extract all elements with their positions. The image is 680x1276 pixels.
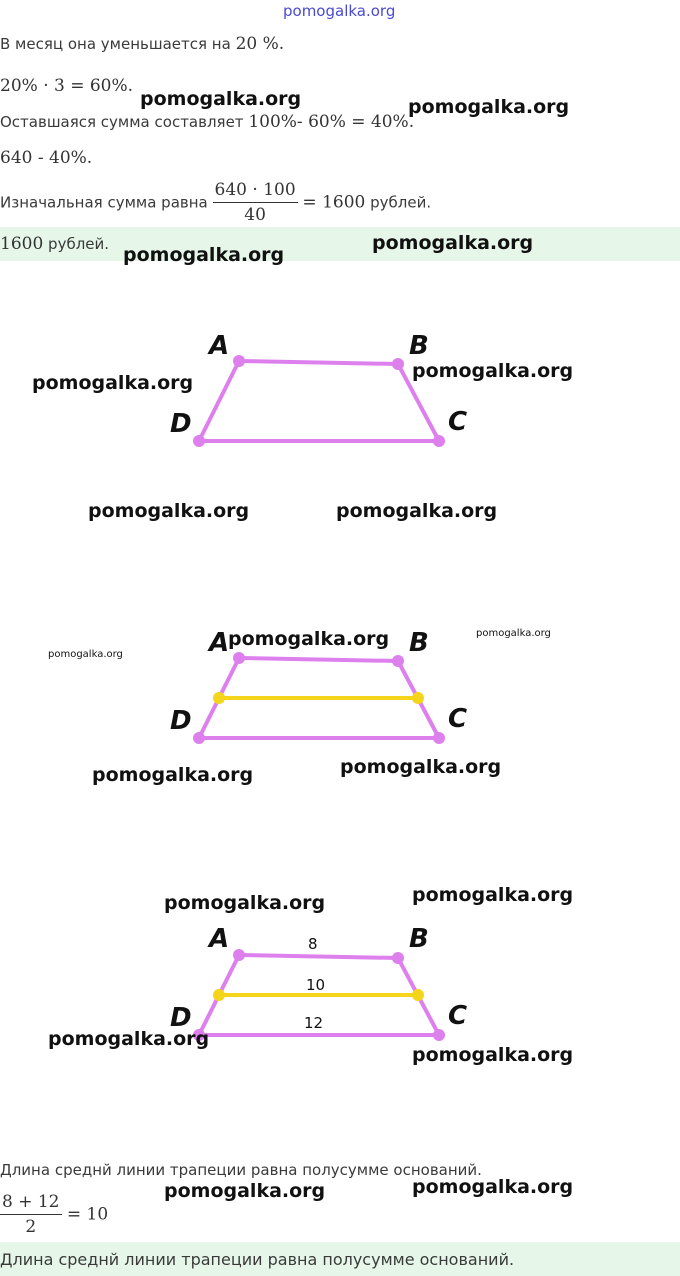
vertex-b-point [392,952,404,964]
line3-text: Оставшаяся сумма составляет [0,113,244,131]
watermark: pomogalka.org [48,1028,210,1050]
solution-line-5 [0,180,431,230]
solution-line-3 [0,112,414,132]
midline-length: 10 [306,976,326,994]
answer-unit: рублей. [48,235,110,253]
watermark: pomogalka.org [92,764,254,786]
watermark: pomogalka.org [164,892,326,914]
vertex-a-point [233,652,245,664]
final-answer: Длина среднй линии трапеции равна полусумме оснований. [0,1250,515,1269]
trapezoid-figure-2 [0,590,680,760]
line3-formula: 100%- 60% = 40%. [248,112,415,132]
midpoint-left [213,989,225,1001]
line5-text: Изначальная сумма равна [0,193,208,212]
vertex-a-label: A [209,331,230,361]
vertex-c-label: C [448,1001,468,1031]
vertex-b-point [392,655,404,667]
vertex-b-label: B [409,924,429,954]
midpoint-right [412,692,424,704]
explanation-denominator: 2 [25,1217,37,1237]
vertex-c-label: C [448,704,468,734]
watermark: pomogalka.org [412,1176,574,1198]
line5-denominator: 40 [244,205,266,225]
vertex-b-point [392,358,404,370]
answer-line [0,234,109,254]
bottom-base-length: 12 [304,1014,324,1032]
vertex-c-point [433,732,445,744]
midpoint-right [412,989,424,1001]
vertex-c-point [433,435,445,447]
top-watermark: pomogalka.org [283,2,396,20]
watermark: pomogalka.org [412,884,574,906]
explanation-formula [0,1192,108,1237]
vertex-b-label: B [409,331,429,361]
watermark: pomogalka.org [48,649,123,660]
vertex-d-label: D [170,409,192,439]
vertex-a-label: A [209,628,230,658]
line1-text: В месяц она уменьшается на [0,35,231,53]
watermark: pomogalka.org [164,1180,326,1202]
watermark: pomogalka.org [412,360,574,382]
line1-value: 20 %. [235,34,285,54]
line5-unit: рублей. [370,193,432,212]
vertex-c-label: C [448,407,468,437]
explanation-fraction [0,1192,62,1237]
line5-result: = 1600 [302,192,366,213]
watermark: pomogalka.org [32,372,194,394]
watermark: pomogalka.org [476,628,551,639]
vertex-a-point [233,355,245,367]
midpoint-left [213,692,225,704]
line5-numerator: 640 · 100 [213,180,298,203]
line5-fraction [213,180,298,225]
answer-value: 1600 [0,234,44,254]
solution-line-1 [0,34,284,54]
watermark: pomogalka.org [408,96,570,118]
explanation-result: = 10 [66,1204,109,1225]
vertex-a-point [233,949,245,961]
watermark: pomogalka.org [340,756,502,778]
vertex-a-label: A [209,924,230,954]
watermark: pomogalka.org [228,628,390,650]
explanation-numerator: 8 + 12 [0,1192,62,1215]
trapezoid-outline [199,361,439,441]
watermark: pomogalka.org [140,88,302,110]
vertex-d-point [193,732,205,744]
vertex-d-point [193,435,205,447]
vertex-b-label: B [409,628,429,658]
watermark: pomogalka.org [412,1044,574,1066]
watermark: pomogalka.org [123,244,285,266]
watermark: pomogalka.org [372,232,534,254]
line4-formula: 640 - 40%. [0,148,93,168]
vertex-c-point [433,1029,445,1041]
vertex-d-label: D [170,706,192,736]
top-base-length: 8 [308,935,318,953]
line2-formula: 20% · 3 = 60%. [0,76,134,96]
watermark: pomogalka.org [88,500,250,522]
watermark: pomogalka.org [336,500,498,522]
vertex-d-label: D [170,1003,192,1033]
explanation-text: Длина среднй линии трапеции равна полусумме оснований. [0,1161,482,1179]
